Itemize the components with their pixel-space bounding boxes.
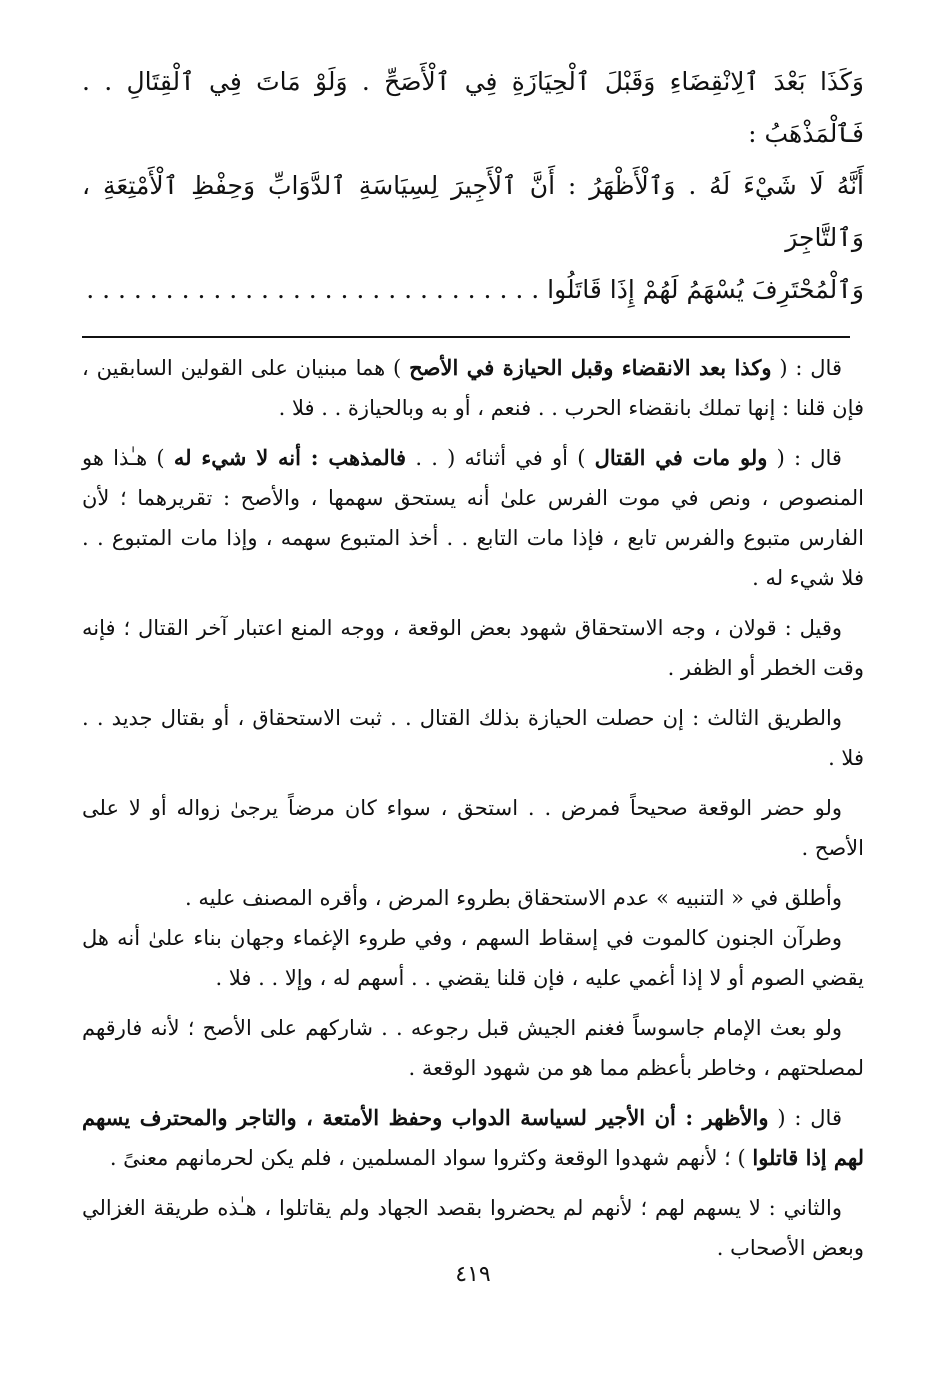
commentary-paragraph: ولو بعث الإمام جاسوساً فغنم الجيش قبل رجوعه . . شاركهم على الأصح ؛ لأنه فارقهم لمصلحتهم ، وخاطر بأعظم مما هو من شهود الوقعة . xyxy=(82,1016,864,1080)
commentary-paragraph: والطريق الثالث : إن حصلت الحيازة بذلك القتال . . ثبت الاستحقاق ، أو بقتال جديد . . فلا . xyxy=(82,706,864,770)
commentary-paragraph xyxy=(82,438,864,598)
matn-line: وَكَذَا بَعْدَ ٱلِانْقِضَاءِ وَقَبْلَ ٱلْحِيَازَةِ فِي ٱلْأَصَحِّ . وَلَوْ مَاتَ فِي ٱلْقِتَالِ . . فَٱلْمَذْهَبُ : xyxy=(82,67,864,148)
matn-text-block xyxy=(82,56,864,316)
page-body xyxy=(82,56,864,1268)
commentary-paragraph: وأطلق في « التنبيه » عدم الاستحقاق بطروء المرض ، وأقره المصنف عليه . xyxy=(185,886,842,910)
commentary-paragraph: وقيل : قولان ، وجه الاستحقاق شهود بعض الوقعة ، ووجه المنع اعتبار آخر القتال ؛ فإنه وقت الخطر أو الظفر . xyxy=(82,616,864,680)
commentary-paragraph: والثاني : لا يسهم لهم ؛ لأنهم لم يحضروا بقصد الجهاد ولم يقاتلوا ، هـٰذه طريقة الغزالي وبعض الأصحاب . xyxy=(82,1196,864,1260)
matn-line: وَٱلْمُحْتَرِفَ يُسْهَمُ لَهُمْ إِذَا قَاتَلُوا . . . . . . . . . . . . . . . . . . . . . . . . . . . . . xyxy=(86,275,864,304)
page-number: ٤١٩ xyxy=(455,1262,491,1287)
commentary-block xyxy=(82,348,864,1268)
commentary-text: ) هما مبنيان على القولين السابقين ، فإن قلنا : إنها تملك بانقضاء الحرب . . فنعم ، أو به وبالحيازة . . فلا . xyxy=(82,356,864,420)
matn-line: أَنَّهُ لَا شَيْءَ لَهُ . وَٱلْأَظْهَرُ : أَنَّ ٱلْأَجِيرَ لِسِيَاسَةِ ٱلدَّوَابِّ وَحِفْظِ ٱلْأَمْتِعَةِ ، وَٱلتَّاجِرَ xyxy=(82,171,864,252)
commentary-text: ) أو في أثنائه ( . . xyxy=(415,446,586,470)
qal-prefix: قال : ( xyxy=(779,356,842,380)
commentary-text: ) ؛ لأنهم شهدوا الوقعة وكثروا سواد المسلمين ، فلم يكن لحرمانهم معنىً . xyxy=(109,1146,746,1170)
separator-rule xyxy=(82,336,850,338)
qal-prefix: قال : ( xyxy=(777,1106,842,1130)
quoted-matn: فالمذهب : أنه لا شيء له xyxy=(173,445,407,470)
qal-prefix: قال : ( xyxy=(776,446,842,470)
commentary-text: ) هـٰذا هو المنصوص ، ونص في موت الفرس علىٰ أنه يستحق سهمها ، والأصح : تقريرهما ؛ لأن الفارس متبوع والفرس تابع ، فإذا مات التابع . . أخذ المتبوع سهمه ، وإذا مات المتبوع . . فلا شيء له . xyxy=(82,446,864,590)
commentary-paragraph xyxy=(82,1098,864,1178)
quoted-matn: والأظهر : أن الأجير لسياسة الدواب وحفظ الأمتعة ، والتاجر والمحترف يسهم لهم إذا قاتلوا xyxy=(82,1105,864,1170)
quoted-matn: وكذا بعد الانقضاء وقبل الحيازة في الأصح xyxy=(409,355,772,380)
quoted-matn: ولو مات في القتال xyxy=(594,445,768,470)
commentary-paragraph: وطرآن الجنون كالموت في إسقاط السهم ، وفي طروء الإغماء وجهان بناء علىٰ أنه هل يقضي الصوم أو لا إذا أغمي عليه ، فإن قلنا يقضي . . أسهم له ، وإلا . . فلا . xyxy=(82,926,864,990)
commentary-paragraph xyxy=(82,348,864,428)
commentary-paragraph: ولو حضر الوقعة صحيحاً فمرض . . استحق ، سواء كان مرضاً يرجىٰ زواله أو لا على الأصح . xyxy=(82,796,864,860)
